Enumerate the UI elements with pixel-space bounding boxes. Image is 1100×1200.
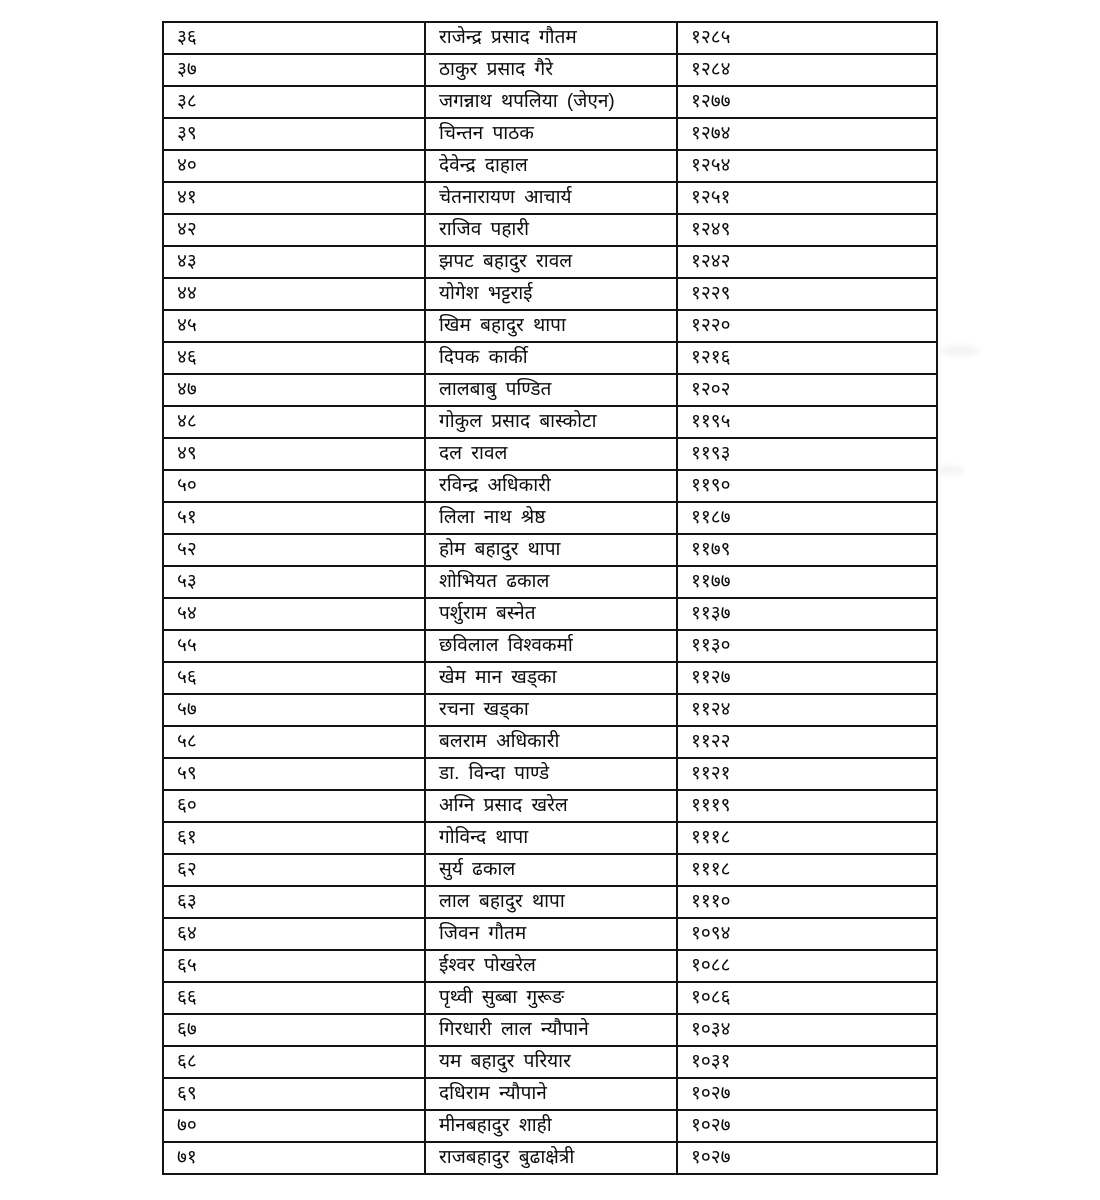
vote-count-cell: ११८७	[677, 502, 937, 534]
vote-count-cell: १२७७	[677, 86, 937, 118]
table-row	[163, 662, 937, 694]
table-row	[163, 598, 937, 630]
scan-artifact	[940, 345, 980, 357]
serial-number-cell: ४७	[163, 374, 425, 406]
table-row	[163, 726, 937, 758]
candidate-name-cell: राजेन्द्र प्रसाद गौतम	[425, 22, 677, 54]
table-row	[163, 1078, 937, 1110]
serial-number-cell: ६६	[163, 982, 425, 1014]
serial-number-cell: ४८	[163, 406, 425, 438]
vote-count-cell: १२५४	[677, 150, 937, 182]
candidate-name-cell: लालबाबु पण्डित	[425, 374, 677, 406]
vote-count-cell: १२७४	[677, 118, 937, 150]
candidate-name-cell: जगन्नाथ थपलिया (जेएन)	[425, 86, 677, 118]
candidate-name-cell: यम बहादुर परियार	[425, 1046, 677, 1078]
vote-count-cell: १०२७	[677, 1142, 937, 1174]
serial-number-cell: ७१	[163, 1142, 425, 1174]
candidate-name-cell: पृथ्वी सुब्बा गुरूङ	[425, 982, 677, 1014]
candidate-name-cell: पर्शुराम बस्नेत	[425, 598, 677, 630]
table-row	[163, 310, 937, 342]
serial-number-cell: ६३	[163, 886, 425, 918]
table-row	[163, 694, 937, 726]
vote-count-cell: ११२२	[677, 726, 937, 758]
candidate-name-cell: अग्नि प्रसाद खरेल	[425, 790, 677, 822]
table-row	[163, 1014, 937, 1046]
candidate-name-cell: रविन्द्र अधिकारी	[425, 470, 677, 502]
serial-number-cell: ६५	[163, 950, 425, 982]
serial-number-cell: ७०	[163, 1110, 425, 1142]
candidate-name-cell: सुर्य ढकाल	[425, 854, 677, 886]
table-row	[163, 118, 937, 150]
table-row	[163, 1110, 937, 1142]
serial-number-cell: ५३	[163, 566, 425, 598]
candidate-name-cell: दधिराम न्यौपाने	[425, 1078, 677, 1110]
serial-number-cell: ४६	[163, 342, 425, 374]
vote-count-cell: ११३०	[677, 630, 937, 662]
table-row	[163, 790, 937, 822]
candidate-name-cell: होम बहादुर थापा	[425, 534, 677, 566]
serial-number-cell: ५२	[163, 534, 425, 566]
candidate-name-cell: झपट बहादुर रावल	[425, 246, 677, 278]
serial-number-cell: ४५	[163, 310, 425, 342]
serial-number-cell: ६१	[163, 822, 425, 854]
candidate-name-cell: देवेन्द्र दाहाल	[425, 150, 677, 182]
serial-number-cell: ४०	[163, 150, 425, 182]
serial-number-cell: ४१	[163, 182, 425, 214]
vote-count-cell: १२४९	[677, 214, 937, 246]
candidate-name-cell: छविलाल विश्वकर्मा	[425, 630, 677, 662]
serial-number-cell: ६७	[163, 1014, 425, 1046]
serial-number-cell: ५४	[163, 598, 425, 630]
scan-artifact	[935, 465, 965, 475]
candidate-name-cell: लिला नाथ श्रेष्ठ	[425, 502, 677, 534]
table-row	[163, 1142, 937, 1174]
vote-count-cell: १११८	[677, 822, 937, 854]
table-row	[163, 886, 937, 918]
serial-number-cell: ५५	[163, 630, 425, 662]
serial-number-cell: ६२	[163, 854, 425, 886]
table-row	[163, 630, 937, 662]
serial-number-cell: ५७	[163, 694, 425, 726]
candidate-name-cell: रचना खड्का	[425, 694, 677, 726]
vote-count-cell: ११२७	[677, 662, 937, 694]
vote-count-cell: ११३७	[677, 598, 937, 630]
table-row	[163, 374, 937, 406]
table-row	[163, 854, 937, 886]
table-row	[163, 566, 937, 598]
vote-count-cell: १२५१	[677, 182, 937, 214]
table-row	[163, 502, 937, 534]
candidate-name-cell: बलराम अधिकारी	[425, 726, 677, 758]
serial-number-cell: ३६	[163, 22, 425, 54]
vote-count-cell: ११७७	[677, 566, 937, 598]
vote-count-cell: १११०	[677, 886, 937, 918]
table-row	[163, 22, 937, 54]
candidate-name-cell: दिपक कार्की	[425, 342, 677, 374]
vote-count-cell: ११९०	[677, 470, 937, 502]
table-row	[163, 246, 937, 278]
table-row	[163, 918, 937, 950]
candidate-name-cell: गोकुल प्रसाद बास्कोटा	[425, 406, 677, 438]
candidate-name-cell: गिरधारी लाल न्यौपाने	[425, 1014, 677, 1046]
table-row	[163, 278, 937, 310]
vote-count-cell: ११९३	[677, 438, 937, 470]
vote-count-cell: १२२०	[677, 310, 937, 342]
candidate-name-cell: गोविन्द थापा	[425, 822, 677, 854]
serial-number-cell: ६४	[163, 918, 425, 950]
table-row	[163, 534, 937, 566]
candidate-name-cell: शोभियत ढकाल	[425, 566, 677, 598]
vote-count-cell: १०२७	[677, 1078, 937, 1110]
vote-count-cell: १०८६	[677, 982, 937, 1014]
vote-count-cell: १०९४	[677, 918, 937, 950]
vote-count-cell: १२८४	[677, 54, 937, 86]
table-row	[163, 438, 937, 470]
table-row	[163, 758, 937, 790]
vote-count-cell: १०३४	[677, 1014, 937, 1046]
vote-count-cell: ११७९	[677, 534, 937, 566]
vote-count-cell: १२०२	[677, 374, 937, 406]
candidate-name-cell: जिवन गौतम	[425, 918, 677, 950]
results-table-container	[162, 21, 938, 1175]
serial-number-cell: ५६	[163, 662, 425, 694]
serial-number-cell: ३७	[163, 54, 425, 86]
results-table-body	[163, 22, 937, 1174]
vote-count-cell: ११९५	[677, 406, 937, 438]
serial-number-cell: ६९	[163, 1078, 425, 1110]
table-row	[163, 214, 937, 246]
vote-count-cell: १११९	[677, 790, 937, 822]
serial-number-cell: ६८	[163, 1046, 425, 1078]
table-row	[163, 150, 937, 182]
candidate-name-cell: राजबहादुर बुढाक्षेत्री	[425, 1142, 677, 1174]
candidate-name-cell: दल रावल	[425, 438, 677, 470]
table-row	[163, 822, 937, 854]
table-row	[163, 342, 937, 374]
candidate-name-cell: डा. विन्दा पाण्डे	[425, 758, 677, 790]
serial-number-cell: ४३	[163, 246, 425, 278]
table-row	[163, 950, 937, 982]
vote-count-cell: १११८	[677, 854, 937, 886]
candidate-name-cell: खेम मान खड्का	[425, 662, 677, 694]
candidate-name-cell: चेतनारायण आचार्य	[425, 182, 677, 214]
serial-number-cell: ५०	[163, 470, 425, 502]
vote-count-cell: ११२४	[677, 694, 937, 726]
serial-number-cell: ५१	[163, 502, 425, 534]
table-row	[163, 182, 937, 214]
candidate-name-cell: खिम बहादुर थापा	[425, 310, 677, 342]
table-row	[163, 86, 937, 118]
serial-number-cell: ४२	[163, 214, 425, 246]
candidate-name-cell: चिन्तन पाठक	[425, 118, 677, 150]
serial-number-cell: ५९	[163, 758, 425, 790]
candidate-name-cell: लाल बहादुर थापा	[425, 886, 677, 918]
candidate-name-cell: योगेश भट्टराई	[425, 278, 677, 310]
vote-count-cell: १०८८	[677, 950, 937, 982]
table-row	[163, 982, 937, 1014]
vote-count-cell: ११२१	[677, 758, 937, 790]
candidate-name-cell: ठाकुर प्रसाद गैरे	[425, 54, 677, 86]
candidate-name-cell: राजिव पहारी	[425, 214, 677, 246]
serial-number-cell: ३८	[163, 86, 425, 118]
vote-count-cell: १२४२	[677, 246, 937, 278]
serial-number-cell: ३९	[163, 118, 425, 150]
candidate-name-cell: मीनबहादुर शाही	[425, 1110, 677, 1142]
vote-count-cell: १०३१	[677, 1046, 937, 1078]
table-row	[163, 1046, 937, 1078]
candidate-name-cell: ईश्वर पोखरेल	[425, 950, 677, 982]
serial-number-cell: ५८	[163, 726, 425, 758]
vote-count-cell: १२८५	[677, 22, 937, 54]
serial-number-cell: ६०	[163, 790, 425, 822]
vote-count-cell: १२२९	[677, 278, 937, 310]
results-table	[162, 21, 938, 1175]
vote-count-cell: १०२७	[677, 1110, 937, 1142]
table-row	[163, 406, 937, 438]
serial-number-cell: ४४	[163, 278, 425, 310]
table-row	[163, 470, 937, 502]
table-row	[163, 54, 937, 86]
serial-number-cell: ४९	[163, 438, 425, 470]
vote-count-cell: १२१६	[677, 342, 937, 374]
